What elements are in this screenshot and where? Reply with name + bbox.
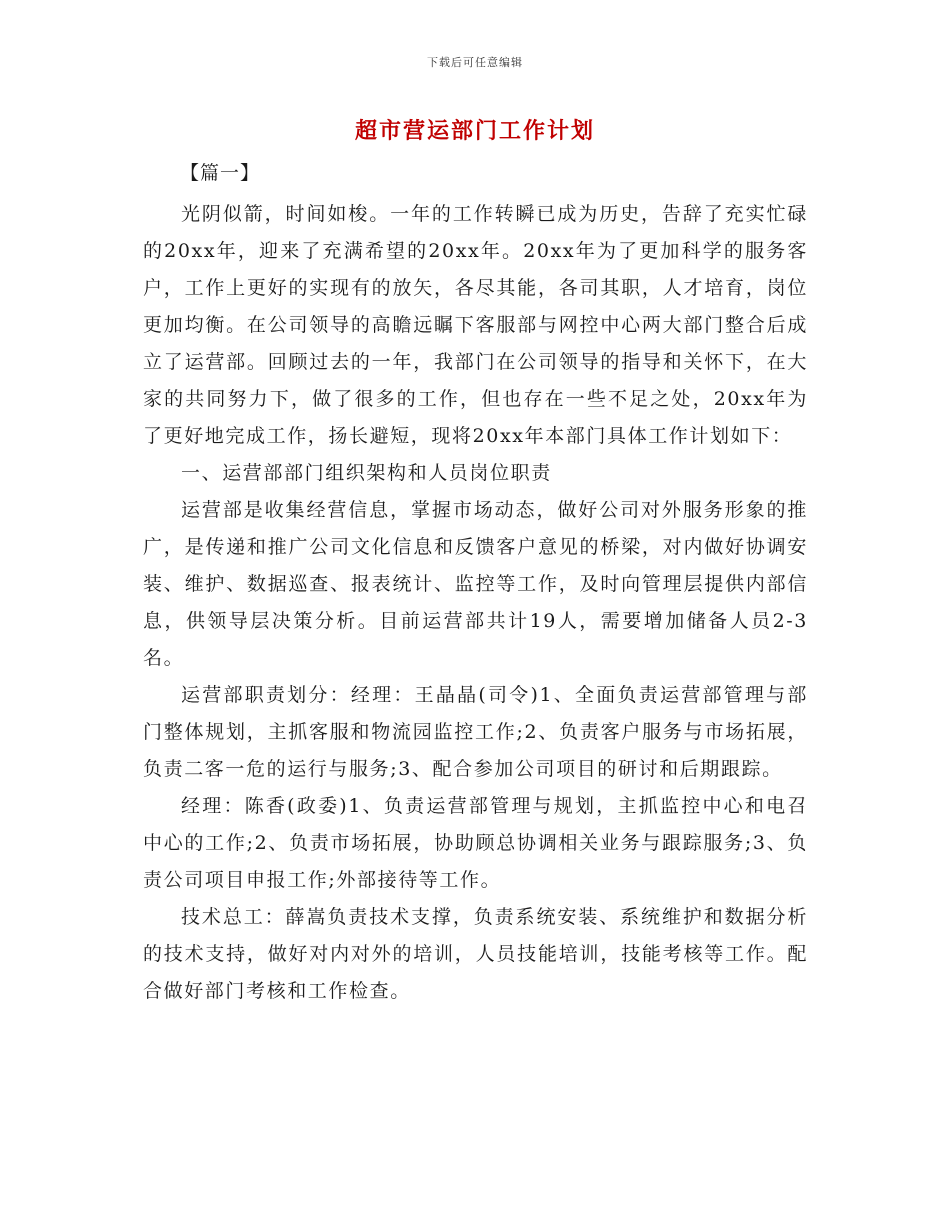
section-label: 【篇一】 xyxy=(180,162,261,184)
paragraph-department-overview: 运营部是收集经营信息，掌握市场动态，做好公司对外服务形象的推广，是传递和推广公司文化信息和反馈客户意见的桥梁，对内做好协调安装、维护、数据巡查、报表统计、监控等工作，及时向管理层提供内部信息，供领导层决策分析。目前运营部共计19人，需要增加储备人员2-3名。 xyxy=(143,499,808,669)
paragraph-manager-duties-2: 经理：陈香(政委)1、负责运营部管理与规划，主抓监控中心和电召中心的工作;2、负责市场拓展，协助顾总协调相关业务与跟踪服务;3、负责公司项目申报工作;外部接待等工作。 xyxy=(143,795,808,891)
paragraph-chief-engineer-duties: 技术总工：薛嵩负责技术支撑，负责系统安装、系统维护和数据分析的技术支持，做好对内对外的培训，人员技能培训，技能考核等工作。配合做好部门考核和工作检查。 xyxy=(143,906,808,1002)
header-note: 下载后可任意编辑 xyxy=(427,56,523,69)
document-body xyxy=(143,196,808,1010)
document-title: 超市营运部门工作计划 xyxy=(354,118,595,144)
paragraph-section-heading: 一、运营部部门组织架构和人员岗位职责 xyxy=(181,462,552,484)
paragraph-intro: 光阴似箭，时间如梭。一年的工作转瞬已成为历史，告辞了充实忙碌的20xx年，迎来了充满希望的20xx年。20xx年为了更加科学的服务客户，工作上更好的实现有的放矢，各尽其能，各司其职，人才培育，岗位更加均衡。在公司领导的高瞻远瞩下客服部与网控中心两大部门整合后成立了运营部。回顾过去的一年，我部门在公司领导的指导和关怀下，在大家的共同努力下，做了很多的工作，但也存在一些不足之处，20xx年为了更好地完成工作，扬长避短，现将20xx年本部门具体工作计划如下： xyxy=(143,203,808,447)
paragraph-manager-duties-1: 运营部职责划分：经理：王晶晶(司令)1、全面负责运营部管理与部门整体规划，主抓客服和物流园监控工作;2、负责客户服务与市场拓展，负责二客一危的运行与服务;3、配合参加公司项目的研讨和后期跟踪。 xyxy=(143,684,808,780)
